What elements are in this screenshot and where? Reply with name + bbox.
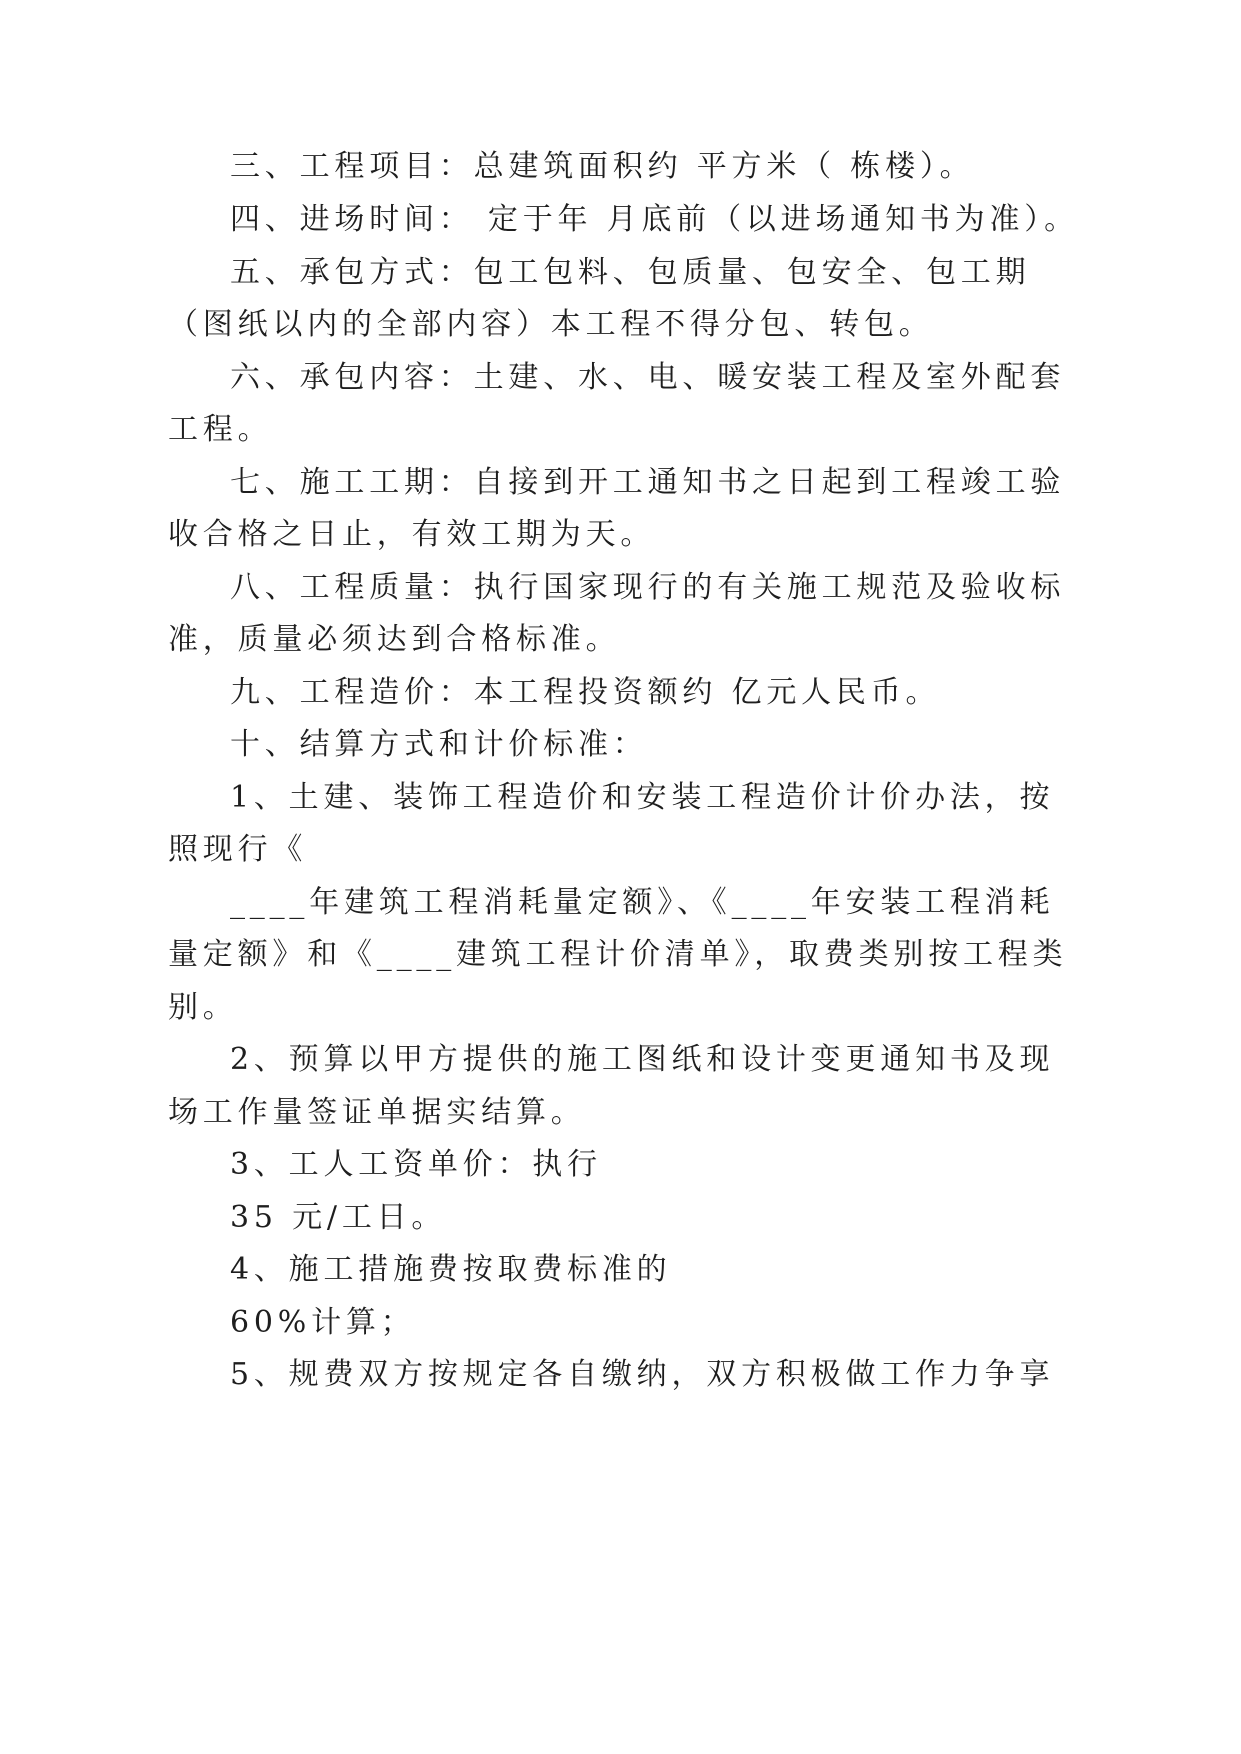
item-5-line-1: 5、规费双方按规定各自缴纳，双方积极做工作力争享 xyxy=(230,1357,1055,1392)
item-3-line-2: 35 元/工日。 xyxy=(230,1200,447,1235)
section-9-line: 九、工程造价：本工程投资额约 亿元人民币。 xyxy=(230,675,941,710)
section-8-line-1: 八、工程质量：执行国家现行的有关施工规范及验收标 xyxy=(230,570,1066,605)
item-3-line-1: 3、工人工资单价：执行 xyxy=(230,1147,602,1182)
item-2-line-2: 场工作量签证单据实结算。 xyxy=(168,1095,586,1130)
section-5-line-2: （图纸以内的全部内容）本工程不得分包、转包。 xyxy=(168,307,934,342)
item-1-line-1: 1、土建、装饰工程造价和安装工程造价计价办法，按 xyxy=(230,780,1055,815)
item-1-line-3: ____年建筑工程消耗量定额》、《____年安装工程消耗 xyxy=(230,885,1055,920)
section-3-line: 三、工程项目：总建筑面积约 平方米（ 栋楼）。 xyxy=(230,149,975,184)
section-6-line-1: 六、承包内容：土建、水、电、暖安装工程及室外配套 xyxy=(230,360,1066,395)
section-10-heading: 十、结算方式和计价标准： xyxy=(230,727,648,762)
item-2-line-1: 2、预算以甲方提供的施工图纸和设计变更通知书及现 xyxy=(230,1042,1055,1077)
item-4-line-1: 4、施工措施费按取费标准的 xyxy=(230,1252,672,1287)
section-8-line-2: 准，质量必须达到合格标准。 xyxy=(168,622,621,657)
section-7-line-1: 七、施工工期：自接到开工通知书之日起到工程竣工验 xyxy=(230,465,1066,500)
section-5-line-1: 五、承包方式：包工包料、包质量、包安全、包工期 xyxy=(230,255,1031,290)
section-7-line-2: 收合格之日止，有效工期为天。 xyxy=(168,517,656,552)
item-1-line-4: 量定额》和《____建筑工程计价清单》，取费类别按工程类 xyxy=(168,937,1068,972)
section-4-line: 四、进场时间： 定于年 月底前（以进场通知书为准）。 xyxy=(230,202,1079,237)
item-1-line-2: 照现行《 xyxy=(168,832,308,867)
item-4-line-2: 60%计算； xyxy=(230,1305,416,1340)
item-1-line-5: 别。 xyxy=(168,990,238,1025)
section-6-line-2: 工程。 xyxy=(168,412,273,447)
